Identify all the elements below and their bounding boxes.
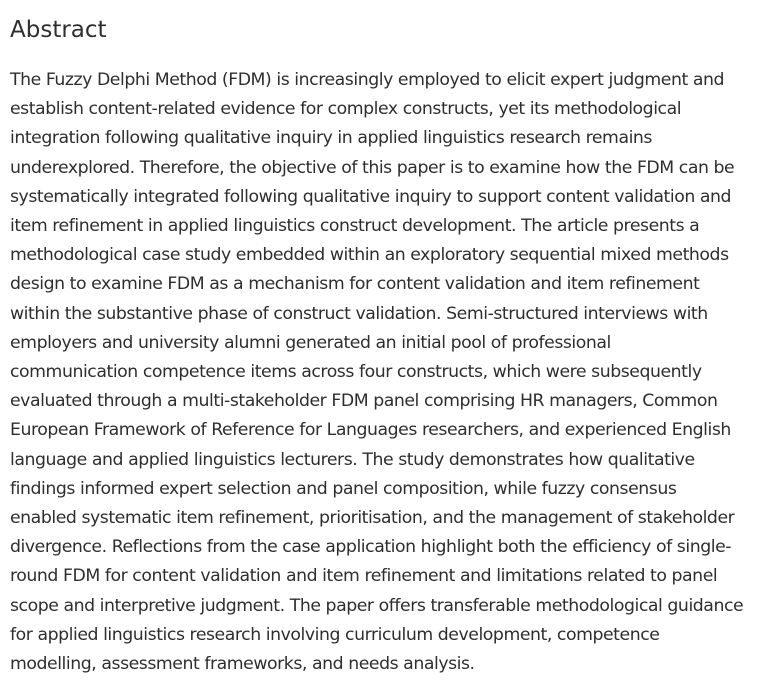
abstract-line: underexplored. Therefore, the objective of this paper is to examine how the FDM can be xyxy=(10,157,735,178)
abstract-line: item refinement in applied linguistics construct development. The article presents a xyxy=(10,216,700,237)
abstract-line: modelling, assessment frameworks, and needs analysis. xyxy=(10,654,475,675)
abstract-line: language and applied linguistics lecturers. The study demonstrates how qualitative xyxy=(10,449,695,470)
abstract-line: evaluated through a multi-stakeholder FDM panel comprising HR managers, Common xyxy=(10,391,718,412)
abstract-heading: Abstract xyxy=(10,17,107,43)
abstract-body xyxy=(10,66,752,679)
abstract-line: within the substantive phase of construct validation. Semi-structured interviews with xyxy=(10,303,708,324)
abstract-line: integration following qualitative inquiry in applied linguistics research remains xyxy=(10,128,652,149)
abstract-line: design to examine FDM as a mechanism for content validation and item refinement xyxy=(10,274,700,295)
abstract-line: enabled systematic item refinement, prioritisation, and the management of stakeholder xyxy=(10,508,735,529)
abstract-line: divergence. Reflections from the case application highlight both the efficiency of single- xyxy=(10,537,732,558)
abstract-line: for applied linguistics research involving curriculum development, competence xyxy=(10,624,660,645)
abstract-line: scope and interpretive judgment. The paper offers transferable methodological guidance xyxy=(10,595,744,616)
abstract-line: communication competence items across four constructs, which were subsequently xyxy=(10,362,702,383)
abstract-line: systematically integrated following qualitative inquiry to support content validation and xyxy=(10,186,732,207)
abstract-line: employers and university alumni generated an initial pool of professional xyxy=(10,332,611,353)
abstract-line: establish content-related evidence for complex constructs, yet its methodological xyxy=(10,99,682,120)
abstract-line: findings informed expert selection and panel composition, while fuzzy consensus xyxy=(10,478,677,499)
abstract-line: round FDM for content validation and item refinement and limitations related to panel xyxy=(10,566,718,587)
abstract-line: The Fuzzy Delphi Method (FDM) is increasingly employed to elicit expert judgment and xyxy=(10,70,724,90)
abstract-section xyxy=(10,14,752,679)
abstract-line: methodological case study embedded within an exploratory sequential mixed methods xyxy=(10,245,729,266)
abstract-line: European Framework of Reference for Languages researchers, and experienced English xyxy=(10,420,731,441)
